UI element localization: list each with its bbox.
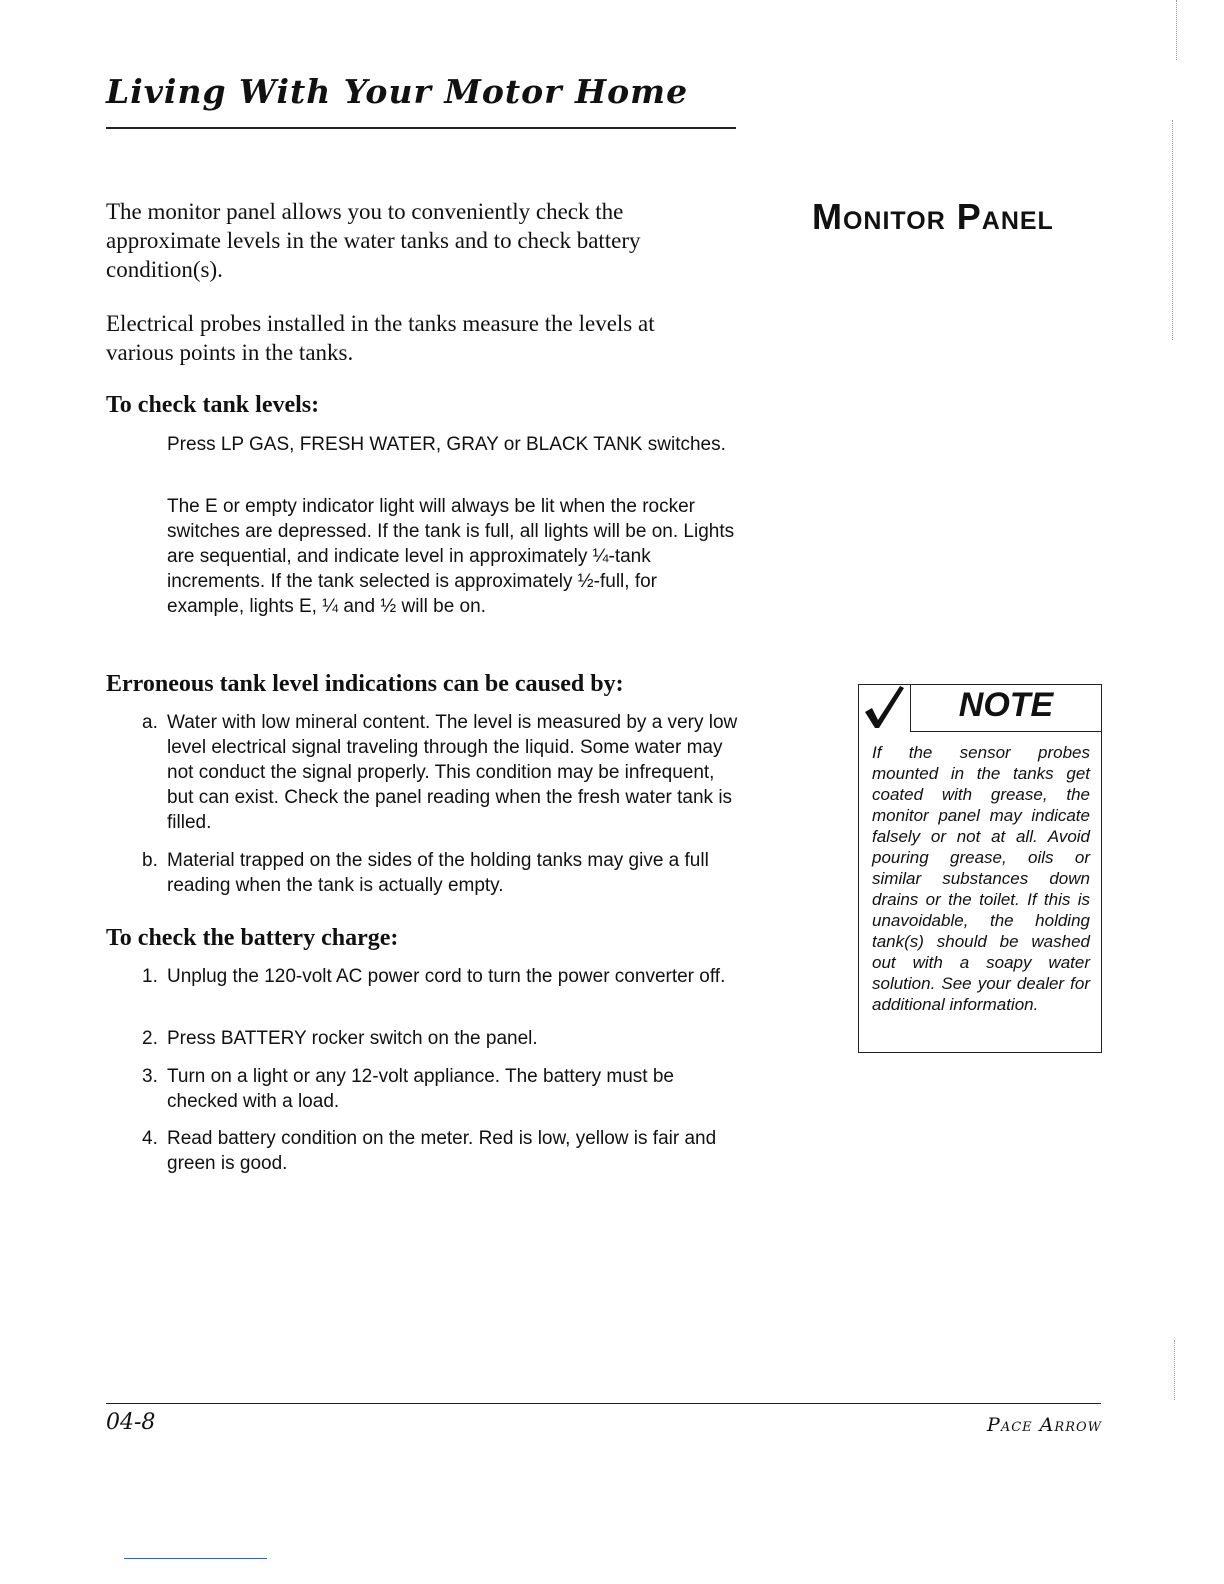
list-text: Turn on a light or any 12-volt appliance. The battery must be checked with a load. xyxy=(167,1066,674,1112)
page-number: 04-8 xyxy=(106,1410,156,1435)
list-item xyxy=(142,848,742,898)
header-divider xyxy=(106,127,736,129)
note-text: If the sensor probes mounted in the tanks get coated with grease, the monitor panel may indicate falsely or not at all. Avoid pouring grease, oils or similar substances down drains or the toilet. If this is unavoidable, the holding tank(s) should be washed out with a soapy water solution. See your dealer for additional information. xyxy=(872,743,1090,1014)
scan-edge-mark xyxy=(1176,0,1177,60)
list-item xyxy=(142,964,742,989)
header-title: Living With Your Motor Home xyxy=(106,72,689,111)
list-text: Press BATTERY rocker switch on the panel. xyxy=(167,1028,538,1049)
checkmark-icon xyxy=(862,684,906,735)
list-marker: 3. xyxy=(142,1066,158,1087)
list-marker: 1. xyxy=(142,966,158,987)
tank-levels-explanation: The E or empty indicator light will always be lit when the rocker switches are depressed. If the tank is full, all lights will be on. Lights are sequential, and indicate level in approximately ¼-tank increments. If the tank selected is approximately ½-full, for example, lights E, ¼ and ½ will be on. xyxy=(167,496,735,617)
scan-edge-mark xyxy=(1174,1340,1175,1400)
section-title: Monitor Panel xyxy=(812,196,1054,237)
footer-brand: Pace Arrow xyxy=(987,1414,1102,1436)
tank-levels-instruction: Press LP GAS, FRESH WATER, GRAY or BLACK TANK switches. xyxy=(167,434,726,455)
tank-levels-heading: To check tank levels: xyxy=(106,392,320,418)
list-marker: b. xyxy=(142,850,158,871)
list-text: Unplug the 120-volt AC power cord to turn the power converter off. xyxy=(167,966,726,987)
battery-heading: To check the battery charge: xyxy=(106,925,399,951)
list-marker: 2. xyxy=(142,1028,158,1049)
list-text: Read battery condition on the meter. Red is low, yellow is fair and green is good. xyxy=(167,1128,717,1174)
intro-paragraph-2: Electrical probes installed in the tanks measure the levels at various points in the tanks. xyxy=(106,311,655,365)
list-marker: 4. xyxy=(142,1128,158,1149)
scan-artifact-line xyxy=(124,1558,267,1559)
list-item xyxy=(142,1026,742,1051)
list-marker: a. xyxy=(142,712,158,733)
footer-divider xyxy=(106,1403,1101,1404)
intro-paragraph-1: The monitor panel allows you to conveniently check the approximate levels in the water tanks and to check battery condition(s). xyxy=(106,199,641,282)
list-text: Water with low mineral content. The level is measured by a very low level electrical signal traveling through the liquid. Some water may not conduct the signal properly. This condition may be infrequent, but can exist. Check the panel reading when the fresh water tank is filled. xyxy=(167,712,738,833)
list-item xyxy=(142,1126,742,1176)
erroneous-heading: Erroneous tank level indications can be caused by: xyxy=(106,671,624,697)
scan-edge-mark xyxy=(1172,120,1173,340)
list-item xyxy=(142,1064,742,1114)
note-title: NOTE xyxy=(958,686,1054,724)
list-item xyxy=(142,710,742,835)
list-text: Material trapped on the sides of the holding tanks may give a full reading when the tank is actually empty. xyxy=(167,850,709,896)
